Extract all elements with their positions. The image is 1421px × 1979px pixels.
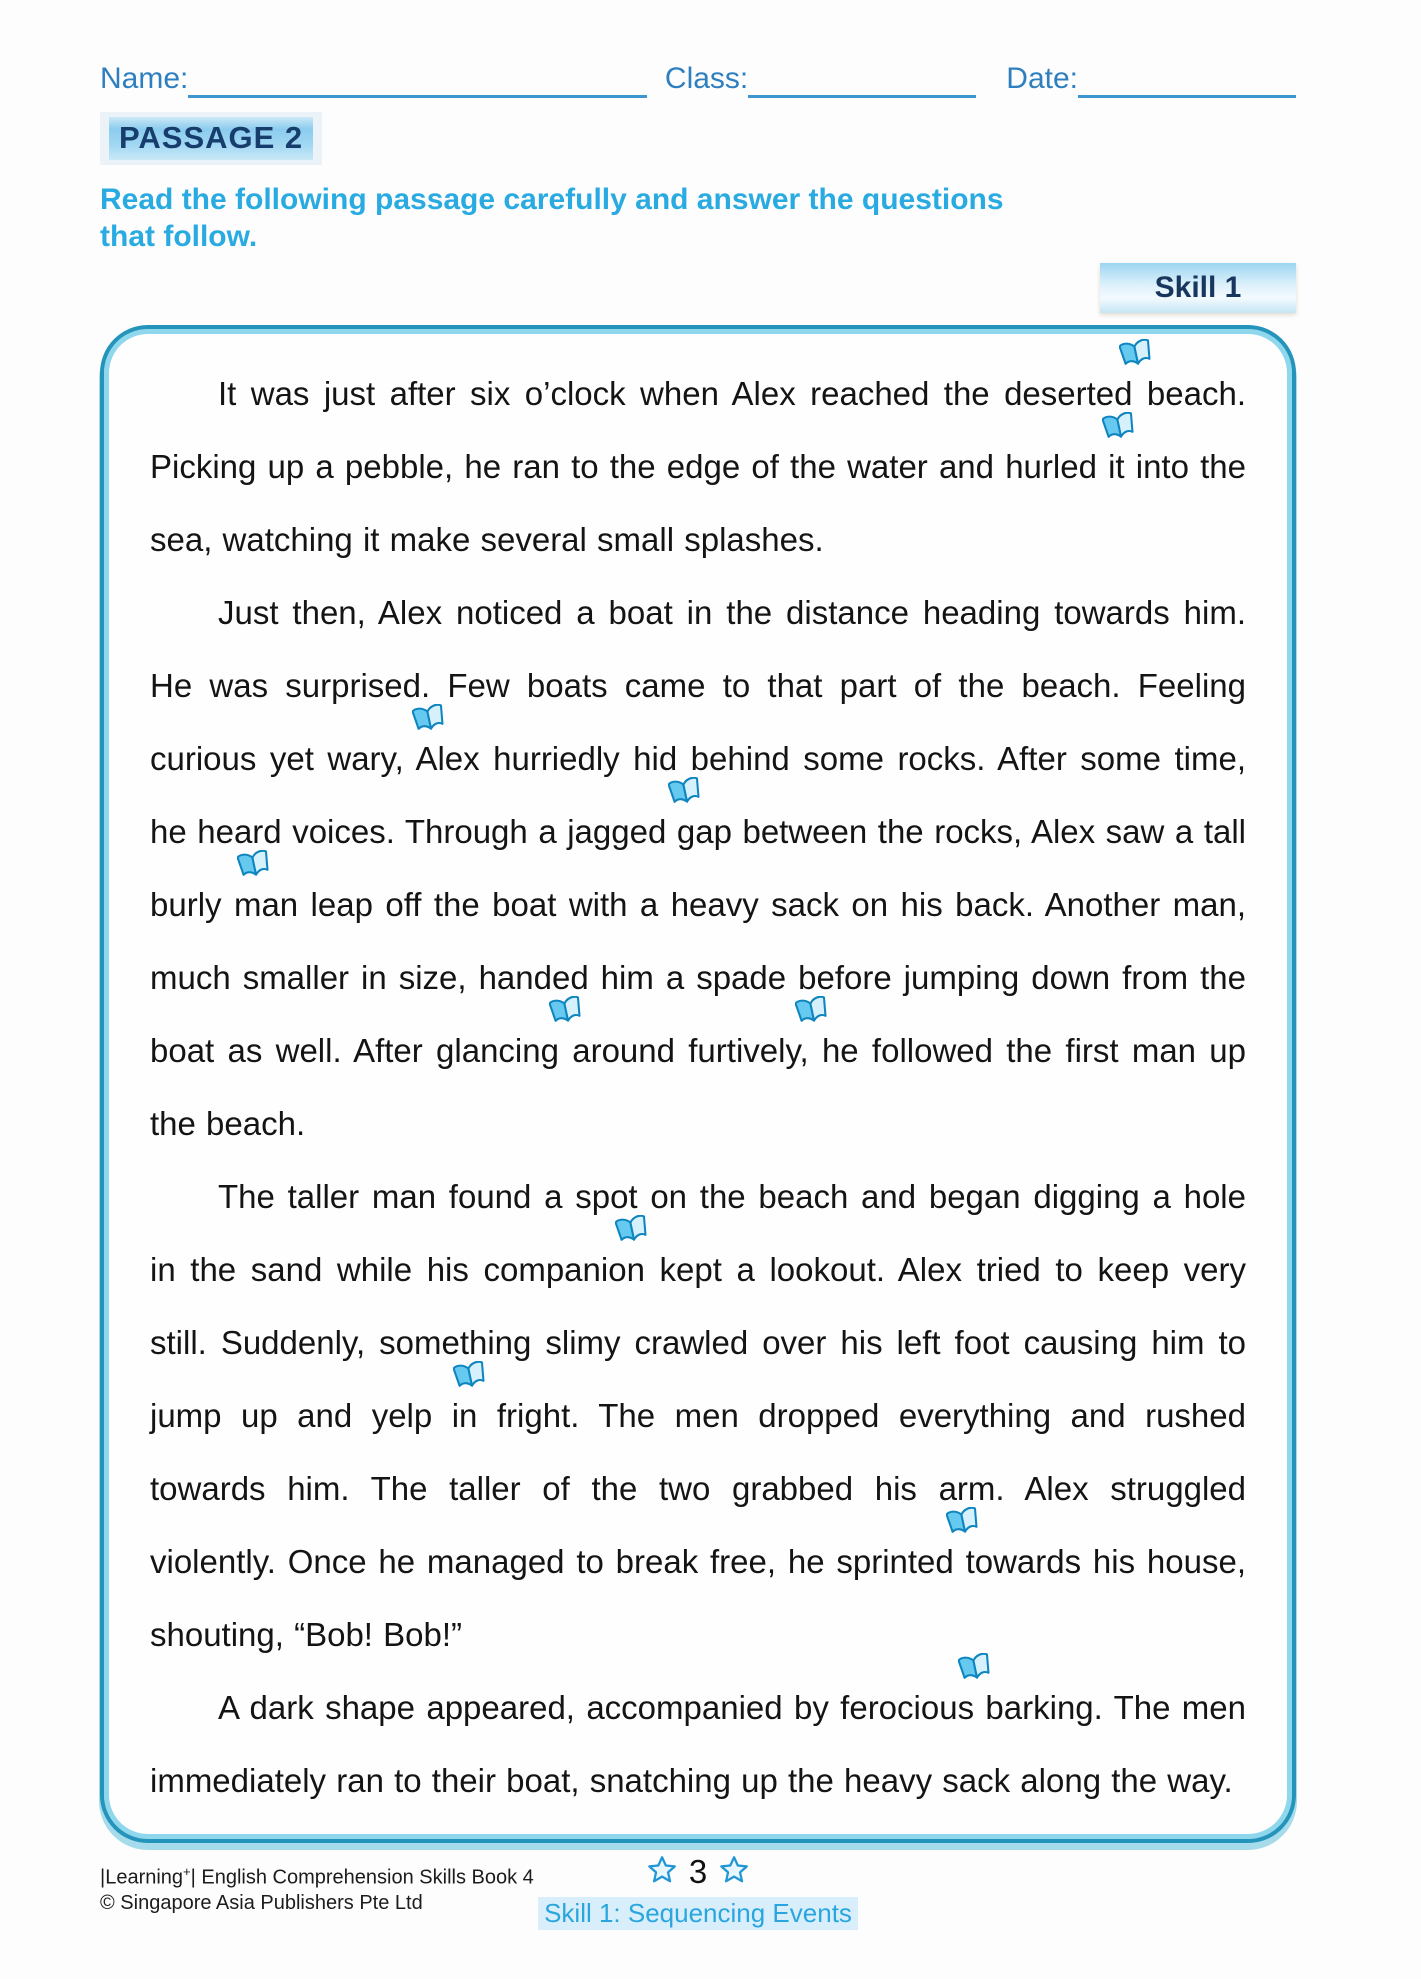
worksheet-page bbox=[100, 0, 1296, 1979]
passage-paragraph: Just then, Alex noticed a boat in the distance heading towards him. He was surprised. Few boats came to that part of the beach. Feeling curious yet wary, Alex hurriedly hid behind some rocks. After some time, he heard voices. Through a jagged gap between the rocks, Alex saw a tall burly man leap off the boat with a heavy sack on his back. Another man, much smaller in size, handed him a spade before jumping down from the boat as well. After glancing around furtively, he followed the first man up the beach. bbox=[150, 594, 1247, 1142]
star-icon bbox=[719, 1855, 749, 1890]
vocab-word: glancing bbox=[436, 1032, 559, 1069]
open-book-icon bbox=[169, 850, 203, 880]
vocab-word: ferocious bbox=[840, 1689, 974, 1726]
date-label: Date: bbox=[1006, 62, 1078, 95]
name-label: Name: bbox=[100, 62, 189, 95]
passage-paragraphs bbox=[150, 357, 1246, 1817]
vocab-word: furtively bbox=[688, 1032, 799, 1069]
vocab-word: wary bbox=[327, 740, 394, 777]
open-book-icon bbox=[600, 777, 634, 807]
vocab-word: hurled bbox=[1005, 448, 1097, 485]
vocab-word: companion bbox=[483, 1251, 644, 1288]
passage-heading bbox=[100, 112, 322, 165]
open-book-icon bbox=[878, 1507, 912, 1537]
passage-paragraph: The taller man found a spot on the beach and began digging a hole in the sand while his companion kept a lookout. Alex tried to keep very still. Suddenly, something slimy crawled over his left foot causing him to jump up and yelp in fright. The men dropped everything and rushed towards him. The taller of the two grabbed his arm. Alex struggled violently. Once he managed to break free, he sprinted towards his house, shouting, “Bob! Bob!” bbox=[150, 1178, 1246, 1653]
date-write-line bbox=[1078, 65, 1296, 98]
imprint-line-1: |Learning+| English Comprehension Skills Book 4 bbox=[100, 1864, 534, 1889]
skill-1-badge: Skill 1 bbox=[1100, 263, 1296, 313]
open-book-icon bbox=[727, 996, 761, 1026]
class-label: Class: bbox=[664, 62, 749, 95]
page-number: 3 bbox=[688, 1853, 708, 1890]
header-row bbox=[100, 62, 1296, 98]
vocab-word: sprinted bbox=[836, 1543, 953, 1580]
open-book-icon bbox=[481, 996, 515, 1026]
footer-center bbox=[538, 1853, 858, 1930]
vocab-word: jagged bbox=[567, 813, 666, 850]
open-book-icon bbox=[890, 1653, 924, 1683]
name-write-line bbox=[188, 65, 647, 98]
page-number-row bbox=[538, 1853, 858, 1891]
class-write-line bbox=[748, 65, 976, 98]
open-book-icon bbox=[344, 704, 378, 734]
skill-badge-row bbox=[100, 263, 1296, 313]
imprint-plus: + bbox=[183, 1864, 191, 1879]
passage-box bbox=[100, 325, 1296, 1843]
open-book-icon bbox=[1034, 412, 1068, 442]
footer bbox=[100, 1853, 1296, 1979]
passage-paragraph: A dark shape appeared, accompanied by ferocious barking. The men immediately ran to their boat, snatching up the heavy sack along the way. bbox=[150, 1671, 1246, 1817]
vocab-word: deserted bbox=[1004, 375, 1132, 412]
star-icon bbox=[647, 1855, 677, 1890]
section-label: Skill 1: Sequencing Events bbox=[538, 1897, 858, 1930]
open-book-icon bbox=[1051, 339, 1085, 369]
open-book-icon bbox=[547, 1215, 581, 1245]
instruction-text: Read the following passage carefully and answer the questions that follow. bbox=[100, 183, 1004, 253]
copyright-line: © Singapore Asia Publishers Pte Ltd bbox=[100, 1891, 423, 1914]
open-book-icon bbox=[385, 1361, 419, 1391]
vocab-word: yelp bbox=[372, 1397, 433, 1434]
vocab-word: burly bbox=[150, 886, 222, 923]
passage-paragraph: It was just after six o’clock when Alex reached the deserted beach. Picking up a pebble, he ran to the edge of the water and hurled it into the sea, watching it make several small splashes. bbox=[150, 357, 1246, 576]
passage-heading-label: PASSAGE 2 bbox=[109, 117, 313, 160]
